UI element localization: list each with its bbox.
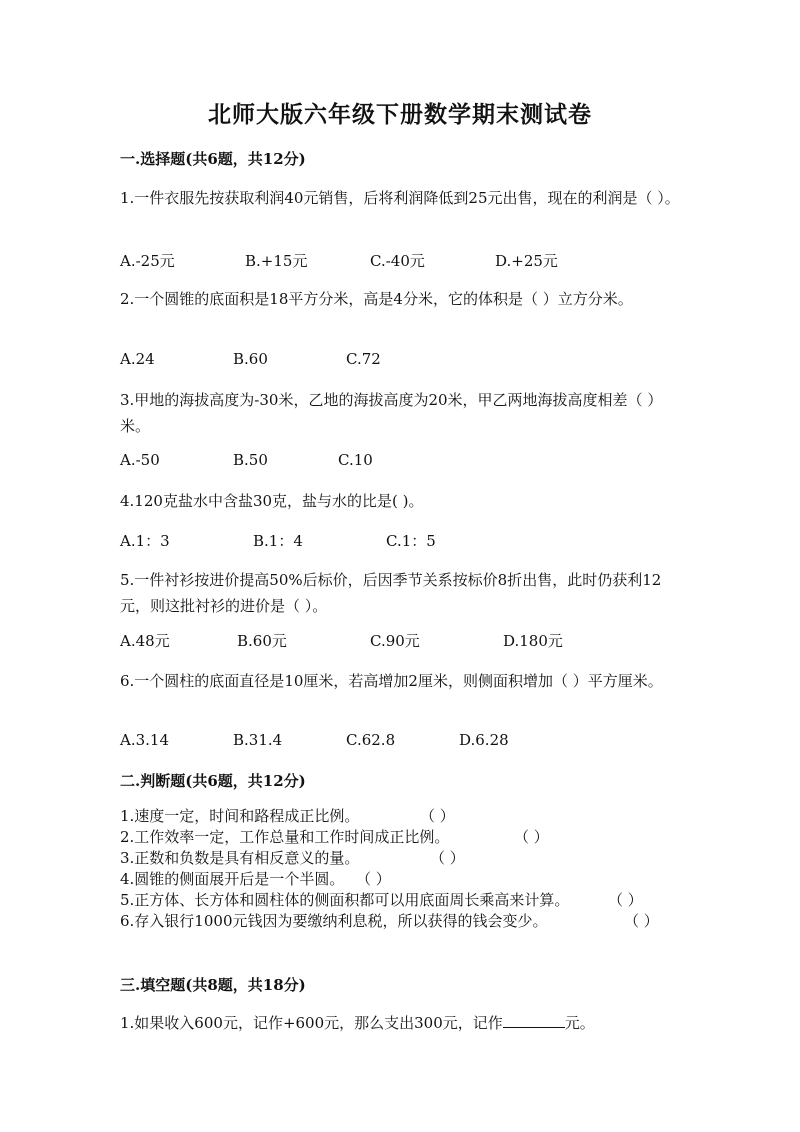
- question-text: 1.如果收入600元，记作+600元，那么支出300元，记作: [120, 1014, 503, 1032]
- answer-parentheses: （ ）: [608, 891, 643, 909]
- statement-text: 1.速度一定，时间和路程成正比例。: [120, 807, 360, 825]
- option: D.+25元: [495, 252, 558, 270]
- list-item: [120, 890, 700, 911]
- question-text-suffix: 元。: [564, 1014, 595, 1032]
- statement-text: 6.存入银行1000元钱因为要缴纳利息税，所以获得的钱会变少。: [120, 912, 548, 930]
- option: C.62.8: [346, 731, 396, 749]
- option: B.31.4: [233, 731, 283, 749]
- question-text: 6.一个圆柱的底面直径是10厘米，若高增加2厘米，则侧面积增加（ ）平方厘米。: [120, 672, 663, 690]
- options-row: [120, 630, 680, 650]
- question-text: 5.一件衬衫按进价提高50%后标价，后因季节关系按标价8折出售，此时仍获利12元，则这批衬衫的进价是（ ）。: [120, 571, 662, 615]
- option: C.-40元: [370, 252, 425, 270]
- section-heading-choice: 一.选择题(共6题，共12分): [120, 150, 306, 168]
- exam-title: 北师大版六年级下册数学期末测试卷: [208, 101, 592, 128]
- option: B.1：4: [253, 532, 303, 550]
- section-heading-true-false: 二.判断题(共6题，共12分): [120, 772, 306, 790]
- option: A.-50: [120, 451, 160, 469]
- section-heading-fill-blank: 三.填空题(共8题，共18分): [120, 976, 306, 994]
- question-text: 4.120克盐水中含盐30克，盐与水的比是( )。: [120, 492, 424, 510]
- list-item: [120, 827, 700, 848]
- option: C.90元: [370, 632, 420, 650]
- option: A.3.14: [120, 731, 169, 749]
- option: D.6.28: [459, 731, 509, 749]
- answer-parentheses: （ ）: [514, 828, 549, 846]
- option: B.50: [233, 451, 268, 469]
- true-false-list: [120, 806, 700, 932]
- statement-text: 4.圆锥的侧面展开后是一个半圆。: [120, 870, 345, 888]
- list-item: [120, 911, 700, 932]
- options-row: [120, 250, 680, 270]
- list-item: [120, 869, 700, 890]
- answer-parentheses: （ ）: [420, 807, 455, 825]
- options-row: [120, 451, 680, 471]
- answer-parentheses: （ ）: [430, 849, 465, 867]
- list-item: [120, 806, 700, 827]
- option: C.72: [346, 350, 381, 368]
- question-text: 1.一件衣服先按获取利润40元销售，后将利润降低到25元出售，现在的利润是（ ）。: [120, 189, 680, 207]
- question-text: 3.甲地的海拔高度为-30米，乙地的海拔高度为20米，甲乙两地海拔高度相差（ ）米。: [120, 391, 663, 435]
- fill-blank-question: [120, 1012, 595, 1033]
- statement-text: 5.正方体、长方体和圆柱体的侧面积都可以用底面周长乘高来计算。: [120, 891, 570, 909]
- options-row: [120, 530, 680, 550]
- option: B.60: [233, 350, 268, 368]
- option: B.+15元: [245, 252, 308, 270]
- statement-text: 3.正数和负数是具有相反意义的量。: [120, 849, 360, 867]
- option: A.48元: [120, 632, 170, 650]
- option: C.1：5: [386, 532, 436, 550]
- question-text: 2.一个圆锥的底面积是18平方分米，高是4分米，它的体积是（ ）立方分米。: [120, 290, 633, 308]
- statement-text: 2.工作效率一定，工作总量和工作时间成正比例。: [120, 828, 450, 846]
- option: D.180元: [503, 632, 563, 650]
- options-row: [120, 731, 680, 751]
- option: A.1：3: [120, 532, 170, 550]
- answer-blank[interactable]: [503, 1013, 565, 1028]
- list-item: [120, 848, 700, 869]
- option: A.-25元: [120, 252, 175, 270]
- option: A.24: [120, 350, 155, 368]
- answer-parentheses: （ ）: [356, 870, 391, 888]
- options-row: [120, 350, 680, 370]
- option: C.10: [338, 451, 373, 469]
- answer-parentheses: （ ）: [624, 912, 659, 930]
- option: B.60元: [237, 632, 287, 650]
